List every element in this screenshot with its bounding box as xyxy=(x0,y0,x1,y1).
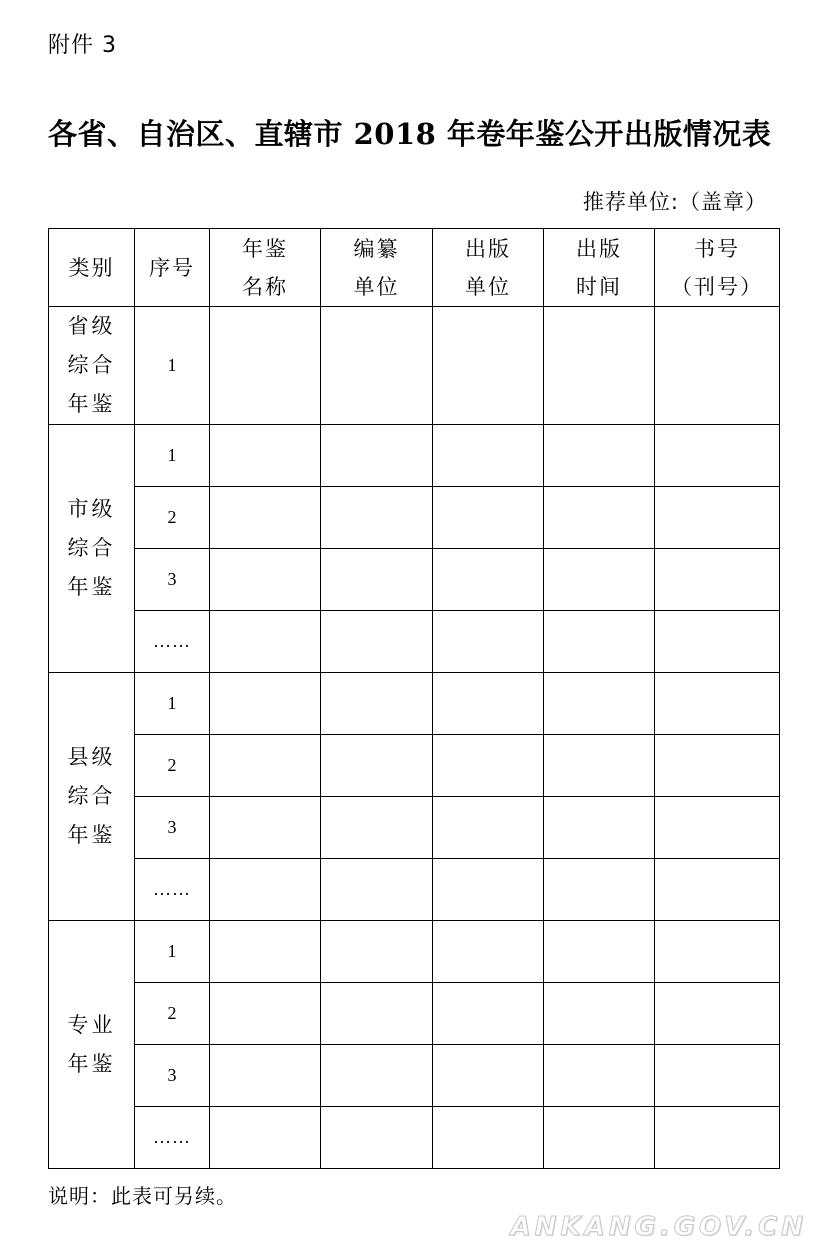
category-county: 县级 综合 年鉴 xyxy=(49,673,135,921)
table-cell xyxy=(544,611,655,673)
header-seq: 序号 xyxy=(135,229,210,307)
seq-cell: 3 xyxy=(135,797,210,859)
seq-cell: 3 xyxy=(135,549,210,611)
footnote: 说明：此表可另续。 xyxy=(48,1184,237,1208)
table-cell xyxy=(544,549,655,611)
table-cell xyxy=(210,735,321,797)
table-cell xyxy=(655,549,780,611)
publication-table xyxy=(48,228,780,1169)
table-cell xyxy=(433,549,544,611)
table-cell xyxy=(433,1045,544,1107)
table-cell xyxy=(433,673,544,735)
table-cell xyxy=(210,1045,321,1107)
header-publish-time: 出版 时间 xyxy=(544,229,655,307)
header-compiler: 编纂 单位 xyxy=(321,229,433,307)
site-watermark: ANKANG.GOV.CN xyxy=(510,1212,807,1242)
table-row xyxy=(49,921,780,983)
seq-cell: 1 xyxy=(135,307,210,425)
table-cell xyxy=(655,673,780,735)
recommender-unit-label: 推荐单位:（盖章） xyxy=(582,190,767,214)
header-yearbook-name: 年鉴 名称 xyxy=(210,229,321,307)
table-row xyxy=(49,673,780,735)
table-cell xyxy=(210,611,321,673)
table-cell xyxy=(544,425,655,487)
table-cell xyxy=(433,611,544,673)
table-cell xyxy=(544,921,655,983)
table-cell xyxy=(655,921,780,983)
table-cell xyxy=(655,797,780,859)
table-cell xyxy=(321,983,433,1045)
seq-cell: 2 xyxy=(135,983,210,1045)
table-cell xyxy=(433,859,544,921)
seq-cell: …… xyxy=(135,859,210,921)
table-cell xyxy=(544,859,655,921)
category-municipal: 市级 综合 年鉴 xyxy=(49,425,135,673)
table-cell xyxy=(655,425,780,487)
table-cell xyxy=(210,983,321,1045)
table-cell xyxy=(210,549,321,611)
table-cell xyxy=(544,983,655,1045)
table-cell xyxy=(433,797,544,859)
seq-cell: 1 xyxy=(135,921,210,983)
table-cell xyxy=(321,921,433,983)
table-cell xyxy=(321,1107,433,1169)
attachment-label: 附件 3 xyxy=(48,33,117,58)
table-cell xyxy=(433,307,544,425)
table-cell xyxy=(655,307,780,425)
table-cell xyxy=(321,797,433,859)
table-cell xyxy=(321,611,433,673)
table-cell xyxy=(544,797,655,859)
table-header-row xyxy=(49,229,780,307)
table-cell xyxy=(321,859,433,921)
table-cell xyxy=(210,1107,321,1169)
table-cell xyxy=(321,549,433,611)
table-row xyxy=(49,735,780,797)
header-publisher: 出版 单位 xyxy=(433,229,544,307)
table-cell xyxy=(655,735,780,797)
table-cell xyxy=(210,797,321,859)
table-cell xyxy=(655,611,780,673)
table-cell xyxy=(433,735,544,797)
table-cell xyxy=(210,307,321,425)
category-professional: 专业 年鉴 xyxy=(49,921,135,1169)
seq-cell: …… xyxy=(135,611,210,673)
table-row xyxy=(49,859,780,921)
document-title: 各省、自治区、直辖市 2018 年卷年鉴公开出版情况表 xyxy=(48,117,772,151)
table-row xyxy=(49,611,780,673)
header-book-number: 书号 （刊号） xyxy=(655,229,780,307)
table-row xyxy=(49,307,780,425)
table-cell xyxy=(321,1045,433,1107)
table-cell xyxy=(655,1045,780,1107)
seq-cell: 1 xyxy=(135,425,210,487)
header-category: 类别 xyxy=(49,229,135,307)
table-cell xyxy=(544,1045,655,1107)
table-cell xyxy=(433,921,544,983)
table-cell xyxy=(321,673,433,735)
table-cell xyxy=(544,487,655,549)
table-cell xyxy=(433,1107,544,1169)
table-cell xyxy=(544,307,655,425)
table-cell xyxy=(210,859,321,921)
seq-cell: 3 xyxy=(135,1045,210,1107)
table-cell xyxy=(544,673,655,735)
table-cell xyxy=(655,487,780,549)
seq-cell: 2 xyxy=(135,735,210,797)
table-row xyxy=(49,425,780,487)
table-cell xyxy=(321,487,433,549)
table-cell xyxy=(210,487,321,549)
table-row xyxy=(49,487,780,549)
category-provincial: 省级 综合 年鉴 xyxy=(49,307,135,425)
table-cell xyxy=(655,1107,780,1169)
table-row xyxy=(49,797,780,859)
table-row xyxy=(49,983,780,1045)
table-row xyxy=(49,1045,780,1107)
table-row xyxy=(49,549,780,611)
table-cell xyxy=(210,673,321,735)
seq-cell: …… xyxy=(135,1107,210,1169)
table-cell xyxy=(321,425,433,487)
seq-cell: 1 xyxy=(135,673,210,735)
table-cell xyxy=(433,983,544,1045)
table-cell xyxy=(544,735,655,797)
table-cell xyxy=(655,983,780,1045)
table-cell xyxy=(210,921,321,983)
table-cell xyxy=(655,859,780,921)
table-row xyxy=(49,1107,780,1169)
seq-cell: 2 xyxy=(135,487,210,549)
table-cell xyxy=(433,487,544,549)
table-cell xyxy=(210,425,321,487)
table-cell xyxy=(433,425,544,487)
table-cell xyxy=(321,307,433,425)
table-cell xyxy=(544,1107,655,1169)
table-cell xyxy=(321,735,433,797)
